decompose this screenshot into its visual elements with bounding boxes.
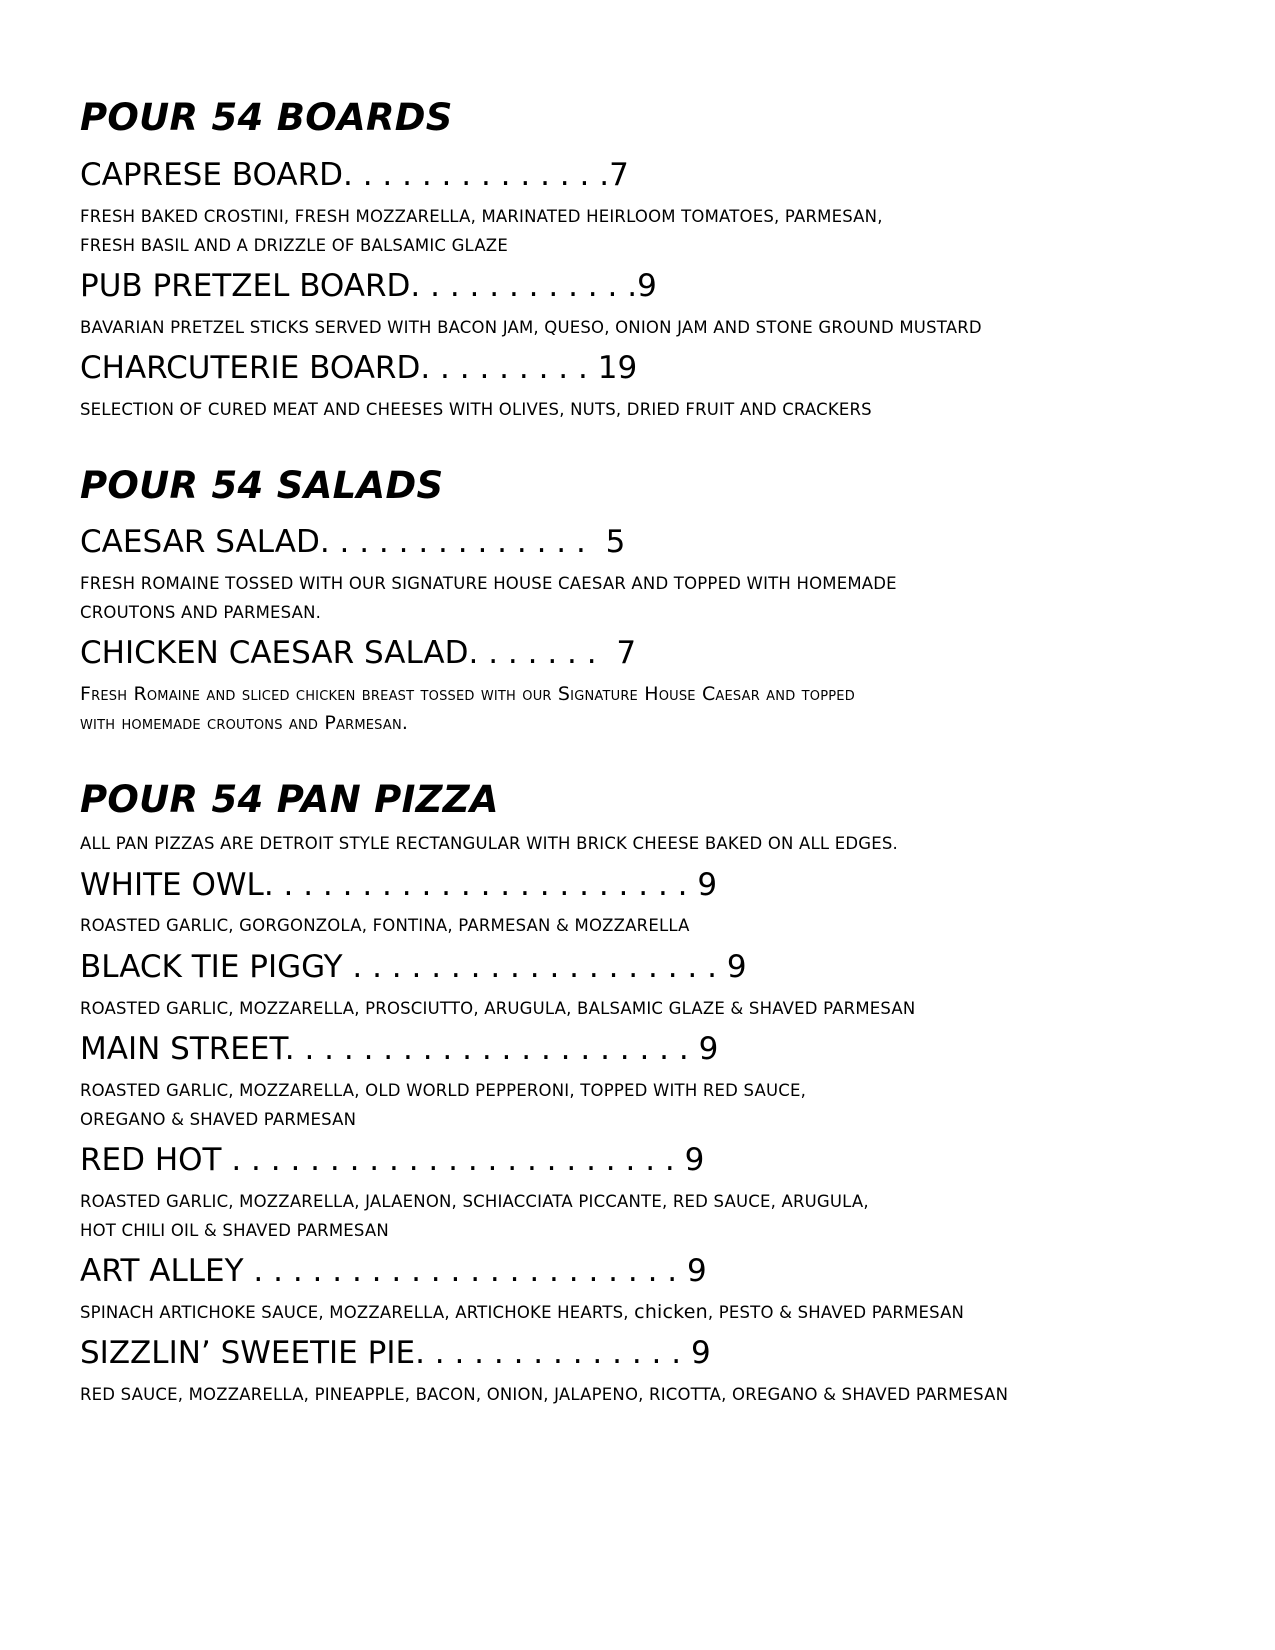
item-name: CHARCUTERIE BOARD <box>80 350 421 386</box>
menu-item-white-owl <box>80 866 717 904</box>
section-note: ALL PAN PIZZAS ARE DETROIT STYLE RECTANGULAR WITH BRICK CHEESE BAKED ON ALL EDGES. <box>80 834 898 853</box>
item-price: 9 <box>684 1142 705 1178</box>
dot-leader: . . . . . . . . . . . . . . . . . . . . . . . <box>221 1142 675 1178</box>
desc-part: chicken <box>634 1301 708 1323</box>
desc-part: SPINACH ARTICHOKE SAUCE, MOZZARELLA, ARTICHOKE HEARTS, <box>80 1303 635 1322</box>
item-description: RED SAUCE, MOZZARELLA, PINEAPPLE, BACON, ONION, JALAPENO, RICOTTA, OREGANO & SHAVED PARMESAN <box>80 1385 1009 1404</box>
item-name: PUB PRETZEL BOARD <box>80 268 411 304</box>
menu-item-chicken-caesar-salad <box>80 634 636 672</box>
section-title-salads: POUR 54 SALADS <box>80 464 444 507</box>
item-description <box>80 1297 964 1328</box>
menu-item-pub-pretzel-board <box>80 267 657 305</box>
section-title-boards: POUR 54 BOARDS <box>80 96 453 139</box>
dot-leader: . . . . . . . . . . . . . . . . . . . . . . <box>243 1253 678 1289</box>
item-description: OREGANO & SHAVED PARMESAN <box>80 1110 357 1129</box>
item-name: BLACK TIE PIGGY <box>80 949 343 985</box>
item-description: FRESH BASIL AND A DRIZZLE OF BALSAMIC GLAZE <box>80 236 508 255</box>
dot-leader: . . . . . . . . . . . . . . <box>415 1335 682 1371</box>
item-price: 7 <box>616 635 637 671</box>
item-price: 9 <box>698 1031 719 1067</box>
dot-leader: . . . . . . . . . . . . . . . . . . . . . <box>284 1031 689 1067</box>
item-name: ART ALLEY <box>80 1253 244 1289</box>
item-name: CHICKEN CAESAR SALAD <box>80 635 469 671</box>
item-description: with homemade croutons and Parmesan. <box>80 712 409 734</box>
item-description: ROASTED GARLIC, MOZZARELLA, JALAENON, SCHIACCIATA PICCANTE, RED SAUCE, ARUGULA, <box>80 1192 869 1211</box>
section-title-pan-pizza: POUR 54 PAN PIZZA <box>80 778 499 821</box>
item-price: 9 <box>697 867 718 903</box>
item-price: 7 <box>609 157 629 193</box>
item-name: CAPRESE BOARD <box>80 157 343 193</box>
item-price: 9 <box>687 1253 707 1289</box>
item-description: Fresh Romaine and sliced chicken breast tossed with our Signature House Caesar and topped <box>80 683 855 705</box>
menu-item-sizzlin-sweetie-pie <box>80 1334 711 1372</box>
item-description: HOT CHILI OIL & SHAVED PARMESAN <box>80 1221 389 1240</box>
item-price: 9 <box>726 949 747 985</box>
item-name: RED HOT <box>80 1142 222 1178</box>
menu-item-art-alley <box>80 1252 707 1290</box>
item-price: 9 <box>690 1335 711 1371</box>
item-price: 9 <box>637 268 657 304</box>
menu-item-main-street <box>80 1030 718 1068</box>
item-name: WHITE OWL <box>80 867 264 903</box>
item-name: MAIN STREET <box>80 1031 285 1067</box>
dot-leader: . . . . . . . . . <box>420 350 588 386</box>
item-description: ROASTED GARLIC, GORGONZOLA, FONTINA, PARMESAN & MOZZARELLA <box>80 916 690 935</box>
item-description: ROASTED GARLIC, MOZZARELLA, PROSCIUTTO, ARUGULA, BALSAMIC GLAZE & SHAVED PARMESAN <box>80 999 916 1018</box>
dot-leader: . . . . . . . . . . . . <box>410 268 638 304</box>
item-name: CAESAR SALAD <box>80 524 320 560</box>
menu-item-caesar-salad <box>80 523 625 561</box>
item-description: SELECTION OF CURED MEAT AND CHEESES WITH OLIVES, NUTS, DRIED FRUIT AND CRACKERS <box>80 400 872 419</box>
item-description: FRESH ROMAINE TOSSED WITH OUR SIGNATURE HOUSE CAESAR AND TOPPED WITH HOMEMADE <box>80 574 897 593</box>
item-price: 19 <box>597 350 638 386</box>
dot-leader: . . . . . . . . . . . . . . . . . . . <box>342 949 717 985</box>
menu-item-charcuterie-board <box>80 349 637 387</box>
item-description: ROASTED GARLIC, MOZZARELLA, OLD WORLD PEPPERONI, TOPPED WITH RED SAUCE, <box>80 1081 807 1100</box>
item-price: 5 <box>605 524 626 560</box>
item-name: SIZZLIN’ SWEETIE PIE <box>80 1335 416 1371</box>
item-description: BAVARIAN PRETZEL STICKS SERVED WITH BACON JAM, QUESO, ONION JAM AND STONE GROUND MUSTARD <box>80 318 982 337</box>
dot-leader: . . . . . . . . . . . . . . <box>343 157 610 193</box>
dot-leader: . . . . . . . <box>468 635 597 671</box>
desc-part: , PESTO & SHAVED PARMESAN <box>707 1303 965 1322</box>
menu-item-caprese-board <box>80 156 629 194</box>
dot-leader: . . . . . . . . . . . . . . <box>319 524 586 560</box>
menu-item-red-hot <box>80 1141 704 1179</box>
item-description: CROUTONS AND PARMESAN. <box>80 603 322 622</box>
dot-leader: . . . . . . . . . . . . . . . . . . . . . . <box>263 867 688 903</box>
menu-item-black-tie-piggy <box>80 948 747 986</box>
item-description: FRESH BAKED CROSTINI, FRESH MOZZARELLA, MARINATED HEIRLOOM TOMATOES, PARMESAN, <box>80 207 883 226</box>
